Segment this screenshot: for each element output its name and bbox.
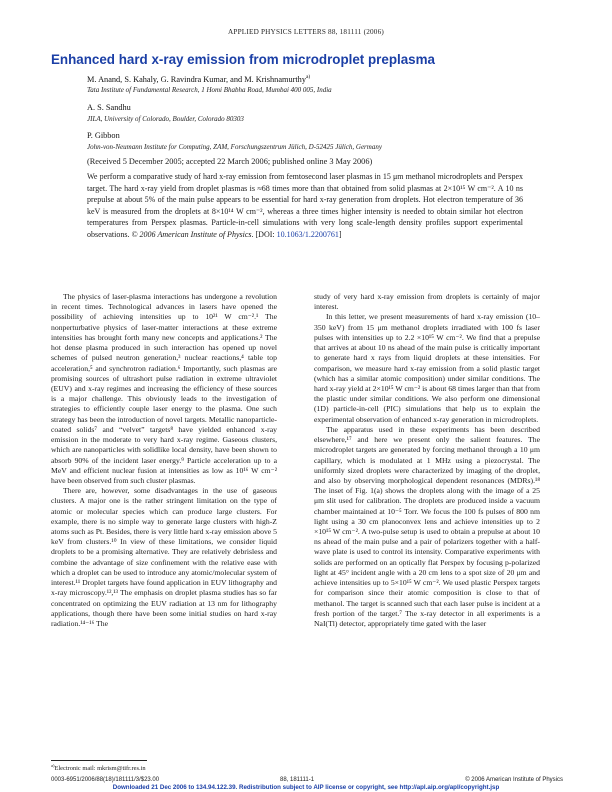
author-list-3 <box>87 131 120 140</box>
paper-title: Enhanced hard x-ray emission from microdroplet preplasma <box>51 52 435 67</box>
body-column-left <box>51 292 277 629</box>
author-mark-1: a) <box>305 74 311 80</box>
received-dates: (Received 5 December 2005; accepted 22 March 2006; published online 3 May 2006) <box>87 157 373 166</box>
journal-header: APPLIED PHYSICS LETTERS 88, 181111 (2006) <box>228 28 384 36</box>
abstract-copyright: © 2006 <box>131 229 156 239</box>
body-paragraph: study of very hard x-ray emission from droplets is certainly of major interest. <box>314 292 540 312</box>
body-paragraph: The apparatus used in these experiments has been described elsewhere,¹⁷ and here we present only the salient features. The microdroplet targets are generated by forcing methanol through a 10 μm capillary, which is modulated at 1 MHz using a piezocrystal. The uniformly sized droplets were characterized by imaging of the droplet, and also by observing morphological dependent resonances (MDRs).¹⁸ The inset of Fig. 1(a) shows the droplets along with the image of a 25 μm slit used for calibration. The droplets are produced inside a vacuum chamber maintained at 10⁻⁵ Torr. We focus the 100 fs pulses of 800 nm light using a 30 cm planoconvex lens and achieve intensities up to 2 ×10¹⁵ W cm⁻². A two-pulse setup is used to obtain a prepulse at about 10 ns ahead of the main pulse and a pair of polarizers together with a half-wave plate is used to control its intensity. Comparative experiments with solids are performed on an optically flat Perspex by focusing p-polarized light at 45° incident angle with a 20 cm lens to a spot size of 20 μm and achieve intensities up to 5×10¹⁵ W cm⁻². We used plastic Perspex targets for comparison since their atomic composition is close to that of methanol. The target is scanned such that each laser pulse is incident at a fresh portion of the target.⁷ The x-ray detector in all experiments is a NaI(Tl) detector, appropriately time gated with the laser <box>314 424 540 628</box>
abstract <box>87 171 523 240</box>
body-paragraph: In this letter, we present measurements of hard x-ray emission (10–350 keV) from 15 μm methanol droplets irradiated with 100 fs laser pulses with intensities up to 2.2 ×10¹⁵ W cm⁻². We find that a prepulse that arrives at about 10 ns ahead of the main pulse is critically important to generate hard x rays from liquid droplets at these intensities. For comparison, we measure hard x-ray emission from a solid plastic target (which has a similar atomic composition) under similar conditions. The hard x-ray yield at 2×10¹⁵ W cm⁻² is about 68 times larger than that from the plastic under similar conditions. We also perform one dimensional (1D) particle-in-cell (PIC) simulations that help us to explain the experimental observation of enhanced x-ray generation in microdroplets. <box>314 312 540 424</box>
author-list-1 <box>87 74 310 84</box>
download-notice[interactable]: Downloaded 21 Dec 2006 to 134.94.122.39. Redistribution subject to AIP license or copyright, see http://apl.aip.org/apl/copyright.jsp <box>112 784 500 791</box>
doi-link[interactable]: 10.1063/1.2200761 <box>276 229 339 239</box>
affiliation-3: John-von-Neumann Institute for Computing, ZAM, Forschungszentrum Jülich, D-52425 Jülich, Germany <box>87 143 382 151</box>
footnote-divider <box>51 760 147 761</box>
abstract-publisher: American Institute of Physics <box>157 229 252 239</box>
author-names-1: M. Anand, S. Kahaly, G. Ravindra Kumar, and M. Krishnamurthy <box>87 74 306 84</box>
body-paragraph: There are, however, some disadvantages in the use of gaseous clusters. A major one is the rather stringent limitation on the type of atomic or molecular species which can produce large clusters. For example, there is no simple way to generate large clusters with high-Z atoms such as Pt. Besides, there is very little hard x-ray emission above 5 keV from clusters.¹⁰ In view of these limitations, we consider liquid droplets to be a promising alternative. They are relatively debrisless and combine the advantage of size confinement with the relative ease with which a droplet can be used to introduce any atomic/molecular system of interest.¹¹ Droplet targets have found application in EUV lithography and x-ray microscopy.¹²,¹³ The emphasis on droplet plasma studies has so far concentrated on optimizing the EUV radiation at 13 nm for lithography applications, though there have been some initial studies on hard x-ray radiation.¹⁴⁻¹⁶ The <box>51 486 277 628</box>
body-paragraph: The physics of laser-plasma interactions has undergone a revolution in recent times. Technological advances in lasers have opened the possibility of achieving intensities up to 10²¹ W cm⁻².¹ The nonperturbative physics of laser-matter interactions at these extreme intensities has brought forth many new concepts and applications.² The hot dense plasma produced in such interaction has opened up novel schemes of pulsed neutron generation,³ nuclear reactions,⁴ table top acceleration,⁵ and synchrotron radiation.⁶ Importantly, such plasmas are promising sources of ultrashort pulse radiation in extreme ultraviolet (EUV) and x-ray regimes and increasing the efficiency of these sources is a major challenge. This obviously leads to the investigation of strategies to efficiently couple laser energy to the plasma. One such strategy has been the introduction of novel targets. Metallic nanoparticle-coated solids⁷ and “velvet” targets⁸ have yielded enhanced x-ray emission in the moderate to very hard x-ray regime. Gaseous clusters, which are nanoparticles with solidlike local density, have been shown to absorb 90% of the incident laser energy.⁹ Particle acceleration up to a MeV and efficient nuclear fusion at intensities as low as 10¹⁶ W cm⁻² have been observed from such cluster plasmas. <box>51 292 277 485</box>
footnote <box>51 763 146 772</box>
doi-prefix: . [DOI: <box>251 229 277 239</box>
doi-suffix: ] <box>338 229 342 239</box>
body-column-right <box>314 292 540 629</box>
footnote-mark: a) <box>51 763 55 768</box>
affiliation-1: Tata Institute of Fundamental Research, 1 Homi Bhabha Road, Mumbai 400 005, India <box>87 86 332 94</box>
author-names-3: P. Gibbon <box>87 131 120 140</box>
affiliation-2: JILA, University of Colorado, Boulder, Colorado 80303 <box>87 115 244 123</box>
footer-page-number: 88, 181111-1 <box>280 777 315 783</box>
footer-copyright: © 2006 American Institute of Physics <box>465 777 563 783</box>
author-names-2: A. S. Sandhu <box>87 103 131 112</box>
author-list-2 <box>87 103 131 112</box>
footnote-text: Electronic mail: mkrism@tifr.res.in <box>54 765 146 773</box>
abstract-text: We perform a comparative study of hard x-ray emission from femtosecond laser plasmas in 15 μm methanol microdroplets and Perspex target. The hard x-ray yield from droplet plasmas is ≈68 times more than that obtained from solid plasmas at 2×10¹⁵ W cm⁻². A 10 ns prepulse at about 5% of the main pulse appears to be essential for hard x-ray generation from droplets. Hot electron temperature of 36 keV is measured from the droplets at 8×10¹⁴ W cm⁻², whereas a three times higher intensity is needed to obtain similar hot electron temperatures from Perspex plasmas. Particle-in-cell simulations with very long scale-length density profiles support experimental observations. <box>87 172 523 239</box>
footer-issn: 0003-6951/2006/88(18)/181111/3/$23.00 <box>51 777 160 783</box>
